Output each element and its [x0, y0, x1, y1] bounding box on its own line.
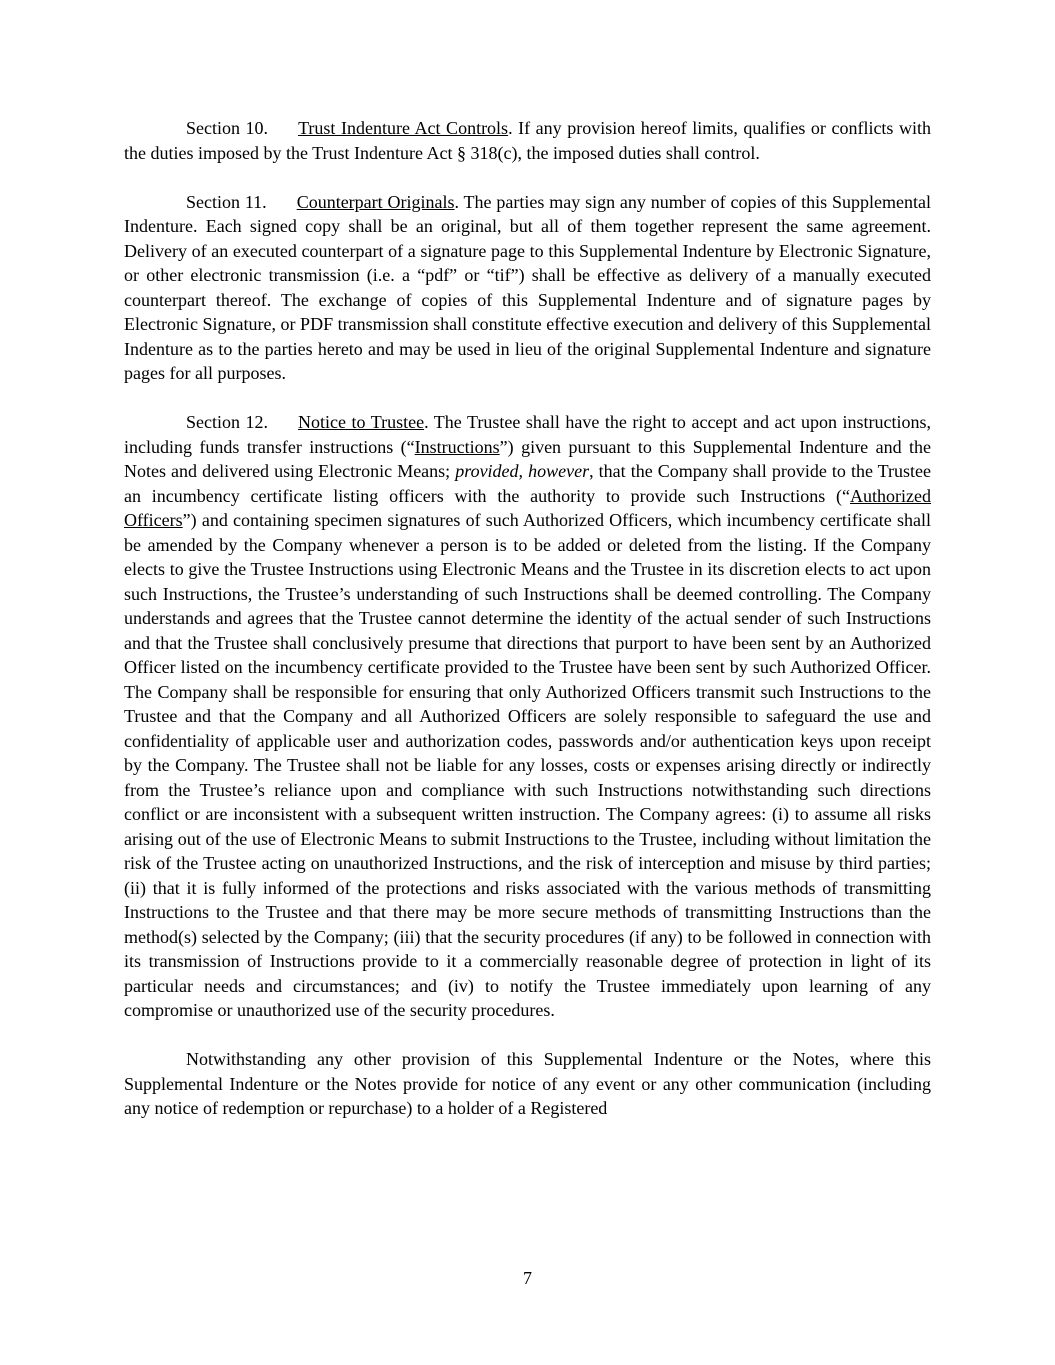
- text-run: Section 10.: [186, 118, 269, 138]
- text-run: Instructions: [414, 436, 500, 457]
- text-run: . If any provision hereof limits, qualifies or conflicts with the duties imposed by the Trust Indenture Act § 318(c), the imposed duties shall control.: [124, 118, 931, 163]
- text-run: , that the Company shall provide to the Trustee an incumbency certificate listing officers with the authority to provide such Instructions (“: [124, 461, 932, 506]
- text-run: Section 11.: [186, 191, 267, 212]
- paragraph-section-11: [124, 190, 931, 386]
- text-run: . The parties may sign any number of copies of this Supplemental Indenture. Each signed copy shall be an original, but all of them together represent the same agreement. Delivery of an executed counterpart of a signature page to this Supplemental Indenture by Electronic Signature, or other electronic transmission (i.e. a “pdf” or “tif”) shall be effective as delivery of a manually executed counterpart thereof. The exchange of copies of this Supplemental Indenture and of signature pages by Electronic Signature, or PDF transmission shall constitute effective execution and delivery of this Supplemental Indenture as to the parties hereto and may be used in lieu of the original Supplemental Indenture and signature pages for all purposes.: [124, 191, 931, 383]
- text-run: . The Trustee shall have the right to accept and act upon instructions, including funds transfer instructions (“: [124, 412, 932, 457]
- paragraph-section-12: [124, 410, 931, 1023]
- paragraph-section-10: [124, 116, 931, 165]
- text-run: Counterpart Originals: [296, 191, 455, 212]
- text-run: Notice to Trustee: [298, 412, 425, 432]
- text-run: Notwithstanding any other provision of this Supplemental Indenture or the Notes, where this Supplemental Indenture or the Notes provide for notice of any event or any other communication (including any notice of redemption or repurchase) to a holder of a Registered: [124, 1049, 931, 1118]
- text-run: Section 12.: [186, 412, 269, 432]
- text-run: ”) and containing specimen signatures of such Authorized Officers, which incumbency certificate shall be amended by the Company whenever a person is to be added or deleted from the listing. If the Company elects to give the Trustee Instructions using Electronic Means and the Trustee in its discretion elects to act upon such Instructions, the Trustee’s understanding of such Instructions shall be deemed controlling. The Company understands and agrees that the Trustee cannot determine the identity of the actual sender of such Instructions and that the Trustee shall conclusively presume that directions that purport to have been sent by an Authorized Officer listed on the incumbency certificate provided to the Trustee have been sent by such Authorized Officer. The Company shall be responsible for ensuring that only Authorized Officers transmit such Instructions to the Trustee and that the Company and all Authorized Officers are solely responsible to safeguard the use and confidentiality of applicable user and authorization codes, passwords and/or authentication keys upon receipt by the Company. The Trustee shall not be liable for any losses, costs or expenses arising directly or indirectly from the Trustee’s reliance upon and compliance with such Instructions notwithstanding such directions conflict or are inconsistent with a subsequent written instruction. The Company agrees: (i) to assume all risks arising out of the use of Electronic Means to submit Instructions to the Trustee, including without limitation the risk of the Trustee acting on unauthorized Instructions, and the risk of interception and misuse by third parties; (ii) that it is fully informed of the protections and risks associated with the various methods of transmitting Instructions to the Trustee and that there may be more secure methods of transmitting Instructions than the method(s) selected by the Company; (iii) that the security procedures (if any) to be followed in connection with its transmission of Instructions provide to it a commercially reasonable degree of protection in light of its particular needs and circumstances; and (iv) to notify the Trustee immediately upon learning of any compromise or unauthorized use of the security procedures.: [124, 510, 931, 1020]
- paragraph-notwithstanding: [124, 1047, 931, 1121]
- text-run: Trust Indenture Act Controls: [298, 118, 509, 138]
- text-run: provided, however: [455, 461, 590, 481]
- text-run: Authorized Officers: [124, 485, 931, 530]
- page-number: 7: [523, 1268, 532, 1288]
- document-body: [124, 116, 931, 1121]
- text-run: ”) given pursuant to this Supplemental Indenture and the Notes and delivered using Electronic Means;: [124, 436, 931, 481]
